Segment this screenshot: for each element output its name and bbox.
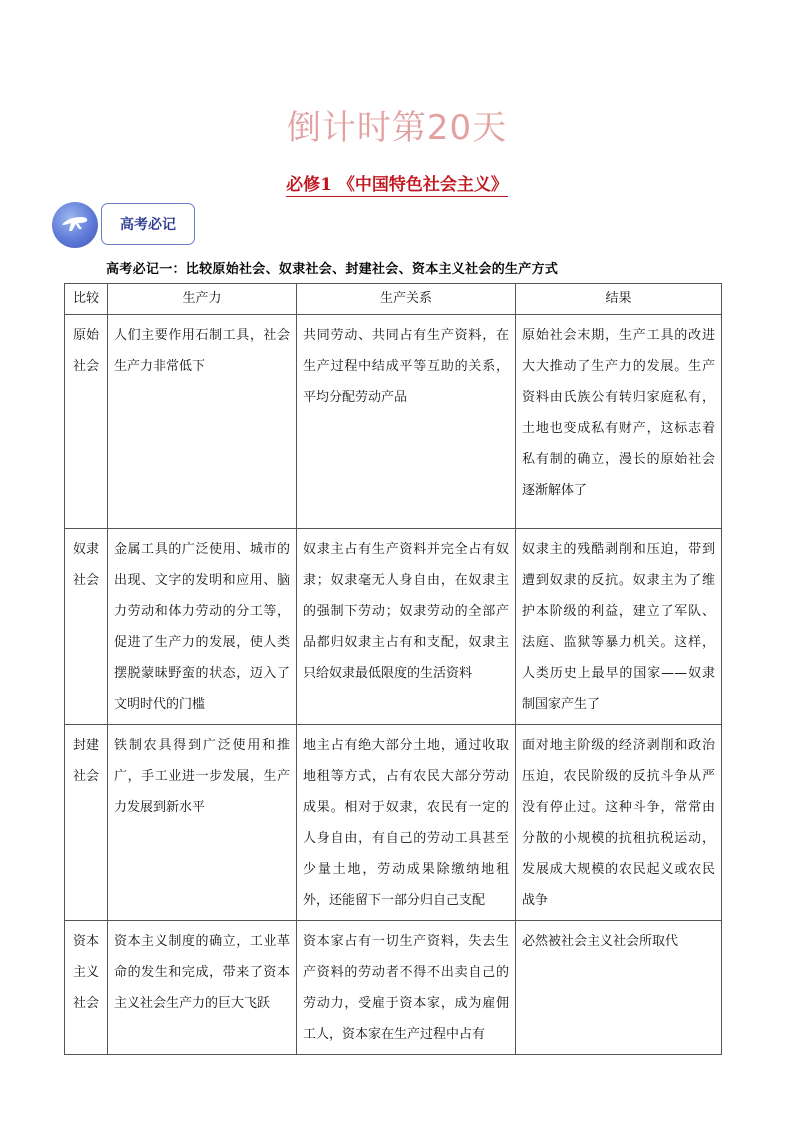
- row-label: 原始社会: [65, 315, 108, 529]
- relations-cell: [297, 529, 516, 725]
- productivity-text: 资本主义制度的确立，工业革命的发生和完成，带来了资本主义社会生产力的巨大飞跃: [114, 934, 290, 1011]
- result-cell: [516, 529, 722, 725]
- header-compare: 比较: [65, 284, 108, 315]
- relations-text: 地主占有绝大部分土地，通过收取地租等方式，占有农民大部分劳动成果。相对于奴隶，农民有一定的人身自由，有自己的劳动工具甚至少量土地，劳动成果除缴纳地租外，还能留下一部分归自己支配: [303, 738, 509, 908]
- comparison-table: [64, 283, 722, 1055]
- row-label: 封建社会: [65, 725, 108, 921]
- header-productivity: 生产力: [108, 284, 297, 315]
- relations-text: 奴隶主占有生产资料并完全占有奴隶；奴隶毫无人身自由，在奴隶主的强制下劳动；奴隶劳动的全部产品都归奴隶主占有和支配，奴隶主只给奴隶最低限度的生活资料: [303, 542, 509, 681]
- page-subtitle: 必修1 《中国特色社会主义》: [286, 170, 508, 197]
- result-text: 必然被社会主义社会所取代: [522, 934, 679, 949]
- productivity-cell: [108, 529, 297, 725]
- productivity-cell: [108, 921, 297, 1055]
- productivity-text: 人们主要作用石制工具，社会生产力非常低下: [114, 328, 290, 374]
- airplane-icon: [60, 211, 90, 239]
- relations-cell: [297, 921, 516, 1055]
- table-header-row: [65, 284, 722, 315]
- result-text: 原始社会末期，生产工具的改进大大推动了生产力的发展。生产资料由氏族公有转归家庭私有，土地也变成私有财产，这标志着私有制的确立，漫长的原始社会逐渐解体了: [522, 328, 715, 498]
- result-cell: [516, 315, 722, 529]
- badge-icon: [52, 202, 98, 248]
- header-result: 结果: [516, 284, 722, 315]
- result-text: 面对地主阶级的经济剥削和政治压迫，农民阶级的反抗斗争从严没有停止过。这种斗争，常常由分散的小规模的抗租抗税运动，发展成大规模的农民起义或农民战争: [522, 738, 715, 908]
- subtitle-wrapper: [0, 170, 794, 197]
- table-row: [65, 529, 722, 725]
- relations-cell: [297, 725, 516, 921]
- relations-text: 共同劳动、共同占有生产资料，在生产过程中结成平等互助的关系，平均分配劳动产品: [303, 328, 509, 405]
- page-title: 倒计时第20天: [286, 108, 508, 148]
- table-row: [65, 725, 722, 921]
- header-relations: 生产关系: [297, 284, 516, 315]
- productivity-cell: [108, 725, 297, 921]
- relations-text: 资本家占有一切生产资料，失去生产资料的劳动者不得不出卖自己的劳动力，受雇于资本家，成为雇佣工人，资本家在生产过程中占有: [303, 934, 509, 1042]
- relations-cell: [297, 315, 516, 529]
- badge-label: 高考必记: [101, 203, 195, 245]
- productivity-text: 金属工具的广泛使用、城市的出现、文字的发明和应用、脑力劳动和体力劳动的分工等，促进了生产力的发展，使人类摆脱蒙昧野蛮的状态，迈入了文明时代的门槛: [114, 542, 290, 712]
- row-label: 奴隶社会: [65, 529, 108, 725]
- result-text: 奴隶主的残酷剥削和压迫，带到遭到奴隶的反抗。奴隶主为了维护本阶级的利益，建立了军队、法庭、监狱等暴力机关。这样，人类历史上最早的国家——奴隶制国家产生了: [522, 542, 715, 712]
- productivity-cell: [108, 315, 297, 529]
- result-cell: [516, 921, 722, 1055]
- table-row: [65, 921, 722, 1055]
- productivity-text: 铁制农具得到广泛使用和推广，手工业进一步发展，生产力发展到新水平: [114, 738, 290, 815]
- section-heading: 高考必记一：比较原始社会、奴隶社会、封建社会、资本主义社会的生产方式: [106, 262, 559, 277]
- result-cell: [516, 725, 722, 921]
- row-label: 资本主义社会: [65, 921, 108, 1055]
- table-row: [65, 315, 722, 529]
